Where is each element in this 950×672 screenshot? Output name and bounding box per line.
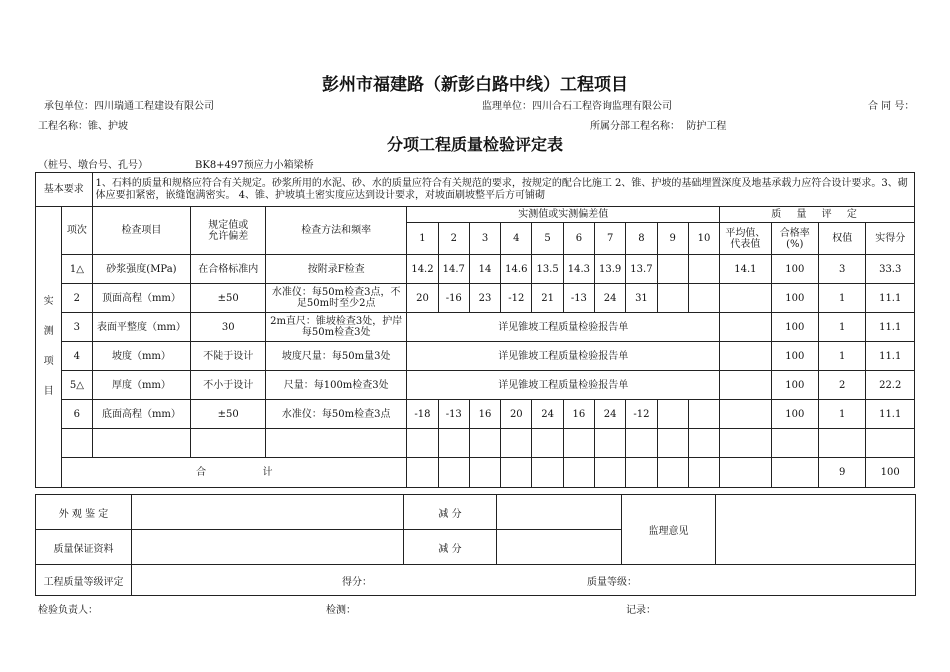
item-score: 11.1 bbox=[866, 313, 915, 342]
score-label: 得分： bbox=[342, 576, 372, 588]
item-name: 坡度（mm） bbox=[92, 342, 191, 371]
measure-number: 2 bbox=[438, 223, 469, 255]
item-name: 砂浆强度(MPa) bbox=[92, 255, 191, 284]
measured-value: -18 bbox=[407, 400, 438, 429]
table-row bbox=[36, 313, 915, 342]
measured-value: -13 bbox=[438, 400, 469, 429]
measured-value: -13 bbox=[563, 284, 594, 313]
project-title: 彭州市福建路（新彭白路中线）工程项目 bbox=[322, 75, 628, 95]
item-method: 尺量：每100m检查3处 bbox=[266, 371, 407, 400]
item-reference: 详见锥坡工程质量检验报告单 bbox=[407, 313, 720, 342]
supervisor-opinion-label: 监理意见 bbox=[622, 495, 716, 565]
col-measured: 实测值或实测偏差值 bbox=[407, 207, 720, 223]
item-name: 顶面高程（mm） bbox=[92, 284, 191, 313]
sub-project-label: 所属分部工程名称： bbox=[590, 121, 680, 132]
measured-value bbox=[657, 400, 688, 429]
col-method: 检查方法和频率 bbox=[266, 207, 407, 255]
item-no: 1△ bbox=[62, 255, 92, 284]
measured-value: 13.5 bbox=[532, 255, 563, 284]
supervisor-field bbox=[482, 97, 672, 112]
measured-value bbox=[657, 284, 688, 313]
item-pass-rate: 100 bbox=[771, 255, 818, 284]
appearance-value bbox=[132, 495, 404, 530]
basic-requirements-row bbox=[36, 173, 915, 207]
table-row bbox=[36, 342, 915, 371]
measured-value: 23 bbox=[469, 284, 500, 313]
measured-value: 24 bbox=[595, 400, 626, 429]
side-char: 测 bbox=[43, 326, 54, 337]
project-name-value: 锥、护坡 bbox=[88, 121, 128, 132]
total-label-2: 计 bbox=[262, 467, 273, 478]
item-average bbox=[720, 342, 771, 371]
item-no: 6 bbox=[62, 400, 92, 429]
contractor-field bbox=[44, 97, 214, 112]
item-weight: 1 bbox=[819, 342, 866, 371]
side-char: 目 bbox=[43, 386, 54, 397]
measured-value: 16 bbox=[563, 400, 594, 429]
col-average bbox=[720, 223, 771, 255]
col-check-item: 检查项目 bbox=[92, 207, 191, 255]
measured-value: 20 bbox=[407, 284, 438, 313]
item-name: 厚度（mm） bbox=[92, 371, 191, 400]
item-average: 14.1 bbox=[720, 255, 771, 284]
measure-number: 7 bbox=[595, 223, 626, 255]
contract-no-label: 合 同 号： bbox=[868, 101, 915, 112]
contractor-value: 四川瑞通工程建设有限公司 bbox=[94, 101, 214, 112]
total-row bbox=[36, 458, 915, 488]
station-value: BK8+497预应力小箱梁桥 bbox=[195, 160, 314, 171]
item-weight: 1 bbox=[819, 400, 866, 429]
total-score: 100 bbox=[866, 458, 915, 488]
station-label: （桩号、墩台号、孔号） bbox=[38, 160, 148, 171]
measure-number: 9 bbox=[657, 223, 688, 255]
supervisor-value: 四川合石工程咨询监理有限公司 bbox=[532, 101, 672, 112]
docs-label: 质量保证资料 bbox=[36, 530, 132, 565]
total-label-1: 合 bbox=[196, 467, 207, 478]
item-pass-rate: 100 bbox=[771, 400, 818, 429]
table-row bbox=[36, 400, 915, 429]
measure-number: 4 bbox=[501, 223, 532, 255]
form-title: 分项工程质量检验评定表 bbox=[386, 135, 563, 154]
item-average bbox=[720, 284, 771, 313]
table-row-empty bbox=[36, 429, 915, 458]
docs-deduct-value bbox=[497, 530, 622, 565]
measured-value: 24 bbox=[595, 284, 626, 313]
item-reference: 详见锥坡工程质量检验报告单 bbox=[407, 371, 720, 400]
col-item-no: 项次 bbox=[62, 207, 92, 255]
col-tolerance bbox=[191, 207, 266, 255]
measured-value: -12 bbox=[501, 284, 532, 313]
project-name-field bbox=[38, 117, 128, 132]
item-no: 5△ bbox=[62, 371, 92, 400]
item-tolerance: 30 bbox=[191, 313, 266, 342]
basic-requirements-label: 基本要求 bbox=[36, 173, 93, 207]
measure-number: 1 bbox=[407, 223, 438, 255]
measured-value: 24 bbox=[532, 400, 563, 429]
measured-value bbox=[688, 400, 719, 429]
item-weight: 1 bbox=[819, 284, 866, 313]
item-method: 水准仪：每50m检查3点，不足50m时至少2点 bbox=[266, 284, 407, 313]
measure-number: 6 bbox=[563, 223, 594, 255]
item-method: 按附录F检查 bbox=[266, 255, 407, 284]
col-weight: 权值 bbox=[819, 223, 866, 255]
supervisor-opinion-value bbox=[716, 495, 916, 565]
item-tolerance: 不陡于设计 bbox=[191, 342, 266, 371]
item-pass-rate: 100 bbox=[771, 284, 818, 313]
col-score: 实得分 bbox=[866, 223, 915, 255]
item-reference: 详见锥坡工程质量检验报告单 bbox=[407, 342, 720, 371]
item-method: 水准仪：每50m检查3点 bbox=[266, 400, 407, 429]
average-line-2: 代表值 bbox=[730, 238, 761, 250]
measure-number: 10 bbox=[688, 223, 719, 255]
measured-value: -16 bbox=[438, 284, 469, 313]
evaluation-table bbox=[35, 494, 916, 596]
item-score: 22.2 bbox=[866, 371, 915, 400]
item-no: 2 bbox=[62, 284, 92, 313]
measured-value: 14.3 bbox=[563, 255, 594, 284]
appearance-deduct-value bbox=[497, 495, 622, 530]
average-line-1: 平均值、 bbox=[725, 227, 766, 239]
measured-value: 14.7 bbox=[438, 255, 469, 284]
total-weight: 9 bbox=[819, 458, 866, 488]
total-label bbox=[62, 458, 407, 488]
item-name: 底面高程（mm） bbox=[92, 400, 191, 429]
col-pass-rate bbox=[771, 223, 818, 255]
docs-deduct-label: 减 分 bbox=[404, 530, 497, 565]
measure-number: 8 bbox=[626, 223, 657, 255]
tester-label: 检测： bbox=[326, 605, 356, 616]
measured-value: 14.6 bbox=[501, 255, 532, 284]
item-pass-rate: 100 bbox=[771, 342, 818, 371]
measured-value: 20 bbox=[501, 400, 532, 429]
item-pass-rate: 100 bbox=[771, 371, 818, 400]
header-row-1 bbox=[36, 207, 915, 223]
col-quality: 质 量 评 定 bbox=[720, 207, 915, 223]
item-tolerance: ±50 bbox=[191, 284, 266, 313]
measure-number: 3 bbox=[469, 223, 500, 255]
inspector-label: 检验负责人： bbox=[38, 605, 98, 616]
table-row bbox=[36, 255, 915, 284]
item-weight: 3 bbox=[819, 255, 866, 284]
measured-value bbox=[688, 255, 719, 284]
item-score: 11.1 bbox=[866, 342, 915, 371]
grade-eval-label: 工程质量等级评定 bbox=[36, 565, 132, 596]
measured-value bbox=[688, 284, 719, 313]
measured-value: 31 bbox=[626, 284, 657, 313]
measured-value: 13.9 bbox=[595, 255, 626, 284]
measured-value bbox=[657, 255, 688, 284]
contractor-label: 承包单位： bbox=[44, 101, 94, 112]
measure-number: 5 bbox=[532, 223, 563, 255]
item-method: 坡度尺量：每50m量3处 bbox=[266, 342, 407, 371]
item-tolerance: ±50 bbox=[191, 400, 266, 429]
tolerance-line-2: 允许偏差 bbox=[208, 230, 249, 242]
side-char: 实 bbox=[43, 296, 54, 307]
item-score: 11.1 bbox=[866, 284, 915, 313]
sub-project-value: 防护工程 bbox=[686, 121, 727, 132]
item-tolerance: 不小于设计 bbox=[191, 371, 266, 400]
side-label bbox=[36, 207, 62, 488]
measured-value: 16 bbox=[469, 400, 500, 429]
item-no: 3 bbox=[62, 313, 92, 342]
item-average bbox=[720, 313, 771, 342]
item-score: 11.1 bbox=[866, 400, 915, 429]
item-score: 33.3 bbox=[866, 255, 915, 284]
measured-value: 13.7 bbox=[626, 255, 657, 284]
measured-value: 14.2 bbox=[407, 255, 438, 284]
measured-value: -12 bbox=[626, 400, 657, 429]
tolerance-line-1: 规定值或 bbox=[208, 219, 249, 231]
item-pass-rate: 100 bbox=[771, 313, 818, 342]
item-no: 4 bbox=[62, 342, 92, 371]
basic-requirements-text: 1、石料的质量和规格应符合有关规定。砂浆所用的水泥、砂、水的质量应符合有关规范的要求，按规定的配合比施工 2、锥、护坡的基础埋置深度及地基承载力应符合设计要求。3、砌体应要扣紧密，嵌缝饱满密实。 4、锥、护坡填土密实度应达到设计要求，对坡面刷坡整平后方可铺砌 bbox=[92, 173, 915, 207]
measured-value: 21 bbox=[532, 284, 563, 313]
recorder-label: 记录： bbox=[626, 605, 656, 616]
item-weight: 1 bbox=[819, 313, 866, 342]
appearance-label: 外 观 鉴 定 bbox=[36, 495, 132, 530]
measured-value: 14 bbox=[469, 255, 500, 284]
table-row bbox=[36, 371, 915, 400]
item-tolerance: 在合格标准内 bbox=[191, 255, 266, 284]
docs-value bbox=[132, 530, 404, 565]
inspection-table bbox=[35, 172, 915, 488]
grade-label: 质量等级： bbox=[587, 576, 637, 588]
item-average bbox=[720, 371, 771, 400]
table-row bbox=[36, 284, 915, 313]
item-method: 2m直尺：锥坡检查3处，护岸每50m检查3处 bbox=[266, 313, 407, 342]
grade-eval-value bbox=[132, 565, 916, 596]
appearance-deduct-label: 减 分 bbox=[404, 495, 497, 530]
sub-project-field bbox=[590, 117, 726, 132]
item-name: 表面平整度（mm） bbox=[92, 313, 191, 342]
side-char: 项 bbox=[43, 356, 54, 367]
item-average bbox=[720, 400, 771, 429]
item-weight: 2 bbox=[819, 371, 866, 400]
pass-line-2: (%) bbox=[786, 238, 804, 250]
supervisor-label: 监理单位： bbox=[482, 101, 532, 112]
project-name-label: 工程名称： bbox=[38, 121, 88, 132]
pass-line-1: 合格率 bbox=[779, 227, 810, 239]
